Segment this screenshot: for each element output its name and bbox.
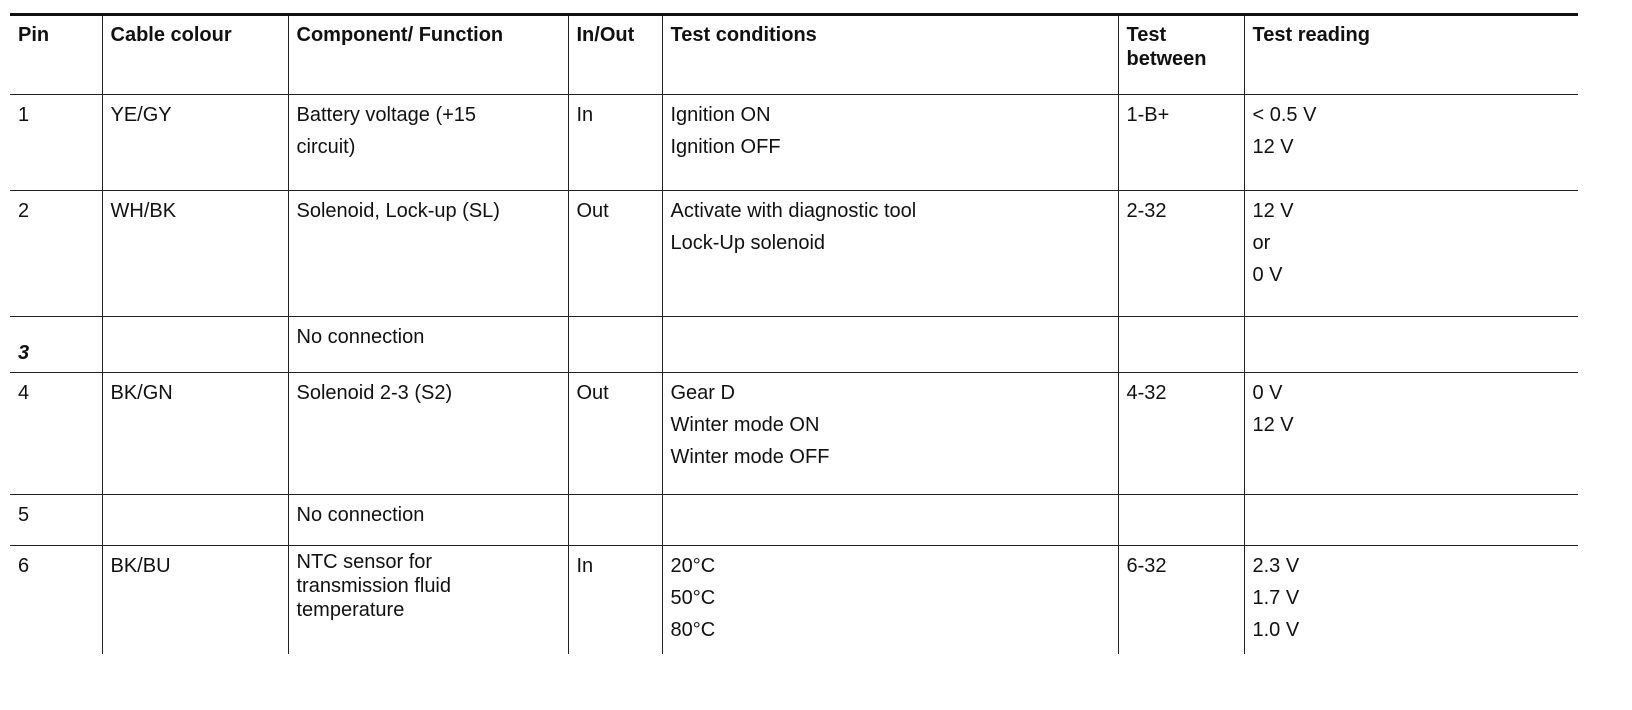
component-line: transmission fluid (296, 575, 452, 597)
cell-pin: 6 (10, 546, 102, 654)
cell-component (288, 495, 568, 546)
cell-test-reading (1244, 191, 1578, 317)
cell-test-reading (1244, 495, 1578, 546)
header-test-between-line-1: Test (1126, 24, 1167, 46)
header-cable-colour: Cable colour (102, 15, 288, 95)
cell-test-conditions (662, 191, 1118, 317)
cell-in-out: Out (568, 191, 662, 317)
reading-line: 0 V (1252, 382, 1283, 404)
cell-test-between (1118, 495, 1244, 546)
cell-in-out: In (568, 546, 662, 654)
pin-test-table-container (10, 13, 1578, 654)
condition-line: Ignition OFF (670, 136, 781, 158)
cell-test-between: 2-32 (1118, 191, 1244, 317)
cell-component (288, 191, 568, 317)
condition-line: Winter mode OFF (670, 446, 830, 468)
cell-in-out (568, 495, 662, 546)
table-row (10, 317, 1578, 373)
cell-in-out (568, 317, 662, 373)
header-test-between (1118, 15, 1244, 95)
cell-test-between: 6-32 (1118, 546, 1244, 654)
cell-test-reading (1244, 317, 1578, 373)
table-row (10, 495, 1578, 546)
condition-line: Winter mode ON (670, 414, 820, 436)
cell-cable-colour: BK/GN (102, 373, 288, 495)
condition-line: Ignition ON (670, 104, 771, 126)
component-line: NTC sensor for (296, 551, 433, 573)
reading-line: or (1252, 232, 1271, 254)
cell-pin: 2 (10, 191, 102, 317)
header-test-conditions: Test conditions (662, 15, 1118, 95)
header-row (10, 15, 1578, 95)
cell-pin: 5 (10, 495, 102, 546)
header-test-reading: Test reading (1244, 15, 1578, 95)
cell-component (288, 546, 568, 654)
reading-line: 12 V (1252, 414, 1294, 436)
reading-line: 12 V (1252, 200, 1294, 222)
table-row (10, 546, 1578, 654)
header-in-out: In/Out (568, 15, 662, 95)
cell-pin: 3 (10, 317, 102, 373)
reading-line: < 0.5 V (1252, 104, 1317, 126)
component-line: Solenoid 2-3 (S2) (296, 382, 453, 404)
reading-line: 12 V (1252, 136, 1294, 158)
cell-test-conditions (662, 95, 1118, 191)
header-pin: Pin (10, 15, 102, 95)
cell-test-reading (1244, 95, 1578, 191)
reading-line: 1.7 V (1252, 587, 1300, 609)
condition-line: Gear D (670, 382, 735, 404)
cell-cable-colour: YE/GY (102, 95, 288, 191)
cell-cable-colour: BK/BU (102, 546, 288, 654)
cell-test-between (1118, 317, 1244, 373)
cell-pin: 4 (10, 373, 102, 495)
condition-line: Lock-Up solenoid (670, 232, 826, 254)
table-row (10, 191, 1578, 317)
cell-component (288, 95, 568, 191)
component-line: No connection (296, 504, 425, 526)
cell-test-conditions (662, 495, 1118, 546)
reading-line: 2.3 V (1252, 555, 1300, 577)
cell-pin: 1 (10, 95, 102, 191)
cell-test-reading (1244, 373, 1578, 495)
reading-line: 0 V (1252, 264, 1283, 286)
cell-component (288, 317, 568, 373)
component-line: temperature (296, 599, 405, 621)
cell-component (288, 373, 568, 495)
cell-test-between: 1-B+ (1118, 95, 1244, 191)
cell-test-between: 4-32 (1118, 373, 1244, 495)
cell-cable-colour (102, 495, 288, 546)
cell-in-out: Out (568, 373, 662, 495)
header-component-function: Component/ Function (288, 15, 568, 95)
cell-test-conditions (662, 317, 1118, 373)
component-line: No connection (296, 326, 425, 348)
cell-test-reading (1244, 546, 1578, 654)
component-line: circuit) (296, 136, 356, 158)
condition-line: 50°C (670, 587, 716, 609)
header-test-between-line-2: between (1126, 48, 1207, 70)
cell-in-out: In (568, 95, 662, 191)
cell-cable-colour (102, 317, 288, 373)
condition-line: 80°C (670, 619, 716, 641)
condition-line: 20°C (670, 555, 716, 577)
table-row (10, 95, 1578, 191)
pin-test-table (10, 13, 1578, 654)
table-row (10, 373, 1578, 495)
component-line: Solenoid, Lock-up (SL) (296, 200, 500, 222)
reading-line: 1.0 V (1252, 619, 1300, 641)
condition-line: Activate with diagnostic tool (670, 200, 917, 222)
component-line: Battery voltage (+15 (296, 104, 477, 126)
cell-test-conditions (662, 546, 1118, 654)
cell-cable-colour: WH/BK (102, 191, 288, 317)
cell-test-conditions (662, 373, 1118, 495)
